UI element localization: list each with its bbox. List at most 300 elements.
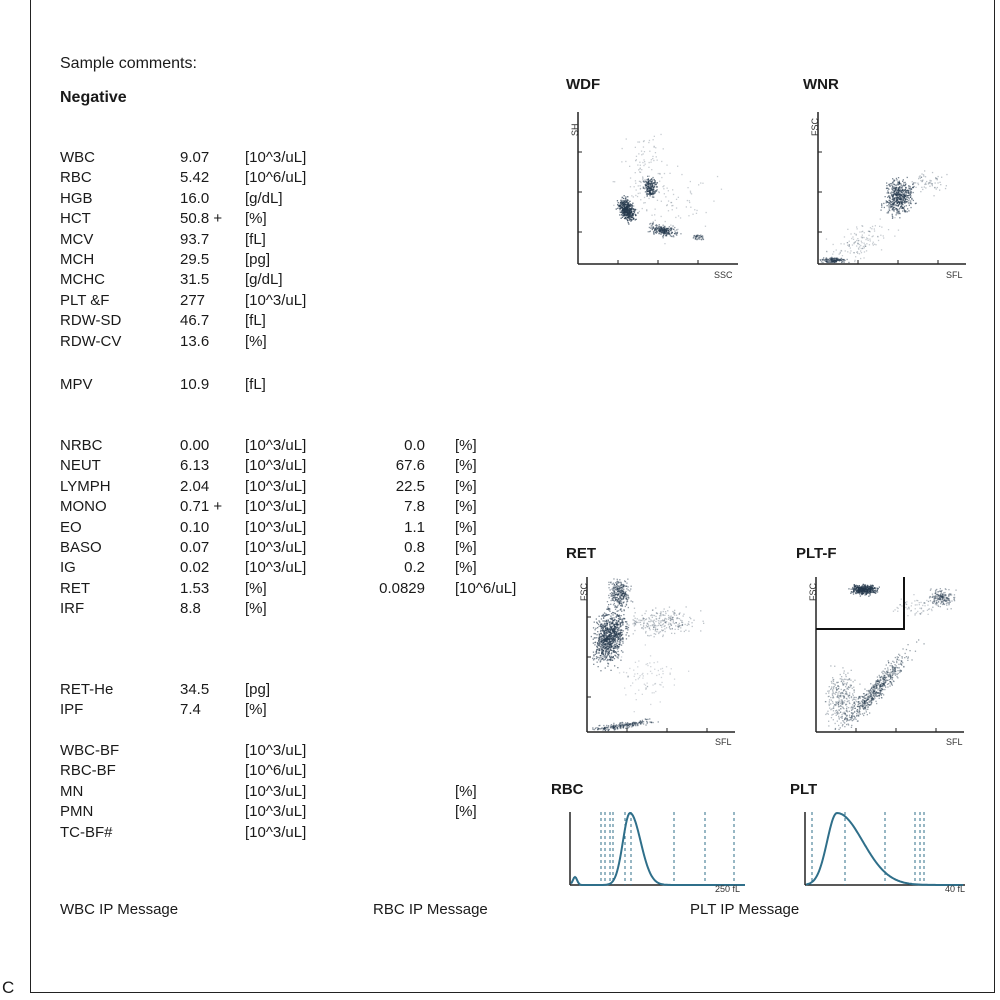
- scatter-point: [882, 677, 883, 678]
- scatter-point: [619, 579, 620, 580]
- scatter-point: [619, 600, 620, 601]
- sample-comments-label: Sample comments:: [60, 55, 197, 72]
- scatter-point: [596, 727, 597, 728]
- scatter-point: [637, 673, 638, 674]
- result-unit: [10^3/uL]: [245, 291, 307, 309]
- scatter-point: [860, 250, 861, 251]
- scatter-point: [881, 697, 882, 698]
- scatter-point: [647, 665, 648, 666]
- result-value-2: 22.5: [395, 477, 425, 495]
- result-value-2: 0.0: [404, 437, 425, 454]
- scatter-point: [692, 214, 693, 215]
- scatter-point: [891, 671, 892, 672]
- scatter-point: [662, 668, 663, 669]
- scatter-point: [664, 625, 665, 626]
- scatter-point: [849, 715, 850, 716]
- scatter-point: [866, 690, 867, 691]
- scatter-point: [949, 598, 950, 599]
- scatter-point: [899, 217, 900, 218]
- scatter-point: [614, 665, 615, 666]
- scatter-point: [852, 712, 853, 713]
- scatter-point: [662, 671, 663, 672]
- scatter-point: [627, 629, 628, 630]
- scatter-point: [647, 623, 648, 624]
- scatter-point: [658, 227, 659, 228]
- scatter-point: [935, 182, 936, 183]
- scatter-point: [604, 620, 605, 621]
- scatter-point: [833, 244, 834, 245]
- scatter-point: [609, 597, 610, 598]
- result-name: PLT &F: [60, 291, 110, 309]
- scatter-point: [933, 599, 934, 600]
- result-unit: [10^3/uL]: [245, 539, 307, 556]
- scatter-point: [607, 663, 608, 664]
- scatter-point: [706, 212, 707, 213]
- scatter-point: [901, 199, 902, 200]
- scatter-point: [619, 604, 620, 605]
- scatter-point: [635, 180, 636, 181]
- scatter-point: [654, 683, 655, 684]
- scatter-point: [911, 189, 912, 190]
- scatter-point: [595, 637, 596, 638]
- scatter-point: [603, 653, 604, 654]
- scatter-point: [627, 586, 628, 587]
- scatter-point: [881, 205, 882, 206]
- scatter-point: [635, 183, 636, 184]
- scatter-point: [612, 620, 613, 621]
- scatter-point: [861, 242, 862, 243]
- scatter-point: [897, 670, 898, 671]
- scatter-point: [700, 610, 701, 611]
- scatter-point: [640, 199, 641, 200]
- scatter-point: [862, 231, 863, 232]
- scatter-point: [879, 675, 880, 676]
- scatter-point: [892, 661, 893, 662]
- scatter-point: [659, 181, 660, 182]
- scatter-point: [897, 658, 898, 659]
- scatter-point: [872, 686, 873, 687]
- scatter-point: [615, 647, 616, 648]
- scatter-point: [876, 588, 877, 589]
- scatter-point: [619, 617, 620, 618]
- scatter-point: [599, 652, 600, 653]
- scatter-point: [623, 672, 624, 673]
- scatter-point: [897, 210, 898, 211]
- scatter-point: [650, 666, 651, 667]
- scatter-point: [894, 180, 895, 181]
- ret-points: [591, 578, 705, 731]
- scatter-point: [629, 201, 630, 202]
- scatter-point: [607, 660, 608, 661]
- scatter-point: [888, 683, 889, 684]
- scatter-point: [609, 639, 610, 640]
- scatter-point: [905, 199, 906, 200]
- scatter-point: [868, 235, 869, 236]
- scatter-point: [620, 624, 621, 625]
- scatter-point: [665, 613, 666, 614]
- scatter-point: [889, 197, 890, 198]
- scatter-point: [661, 216, 662, 217]
- scatter-point: [607, 666, 608, 667]
- scatter-point: [598, 620, 599, 621]
- scatter-point: [668, 232, 669, 233]
- pltf-x-label: SFL: [946, 737, 963, 747]
- scatter-point: [867, 714, 868, 715]
- result-name: IPF: [60, 701, 84, 719]
- scatter-point: [872, 587, 873, 588]
- scatter-point: [657, 225, 658, 226]
- scatter-point: [653, 233, 654, 234]
- scatter-point: [660, 134, 661, 135]
- scatter-point: [643, 625, 644, 626]
- result-name: IG: [60, 559, 76, 577]
- scatter-point: [678, 197, 679, 198]
- scatter-point: [862, 589, 863, 590]
- scatter-point: [933, 195, 934, 196]
- scatter-point: [637, 164, 638, 165]
- scatter-point: [654, 669, 655, 670]
- scatter-point: [669, 616, 670, 617]
- result-value: 31.5: [180, 271, 210, 289]
- result-value-2: 1.1: [404, 518, 425, 536]
- scatter-point: [877, 689, 878, 690]
- scatter-point: [869, 244, 870, 245]
- scatter-point: [847, 242, 848, 243]
- scatter-point: [625, 592, 626, 593]
- scatter-point: [849, 711, 850, 712]
- scatter-point: [639, 193, 640, 194]
- scatter-point: [663, 235, 664, 236]
- scatter-point: [593, 643, 594, 644]
- scatter-point: [616, 643, 617, 644]
- scatter-point: [898, 654, 899, 655]
- scatter-point: [867, 697, 868, 698]
- scatter-point: [623, 589, 624, 590]
- scatter-point: [867, 707, 868, 708]
- scatter-point: [892, 215, 893, 216]
- scatter-point: [596, 656, 597, 657]
- scatter-point: [934, 601, 935, 602]
- scatter-point: [610, 604, 611, 605]
- scatter-point: [870, 240, 871, 241]
- scatter-point: [851, 719, 852, 720]
- scatter-point: [649, 192, 650, 193]
- scatter-point: [658, 670, 659, 671]
- scatter-point: [612, 612, 613, 613]
- scatter-point: [907, 208, 908, 209]
- scatter-point: [624, 610, 625, 611]
- scatter-point: [857, 587, 858, 588]
- scatter-point: [910, 200, 911, 201]
- scatter-point: [908, 197, 909, 198]
- scatter-point: [893, 662, 894, 663]
- scatter-point: [613, 578, 614, 579]
- scatter-point: [640, 168, 641, 169]
- result-name: MCV: [60, 230, 94, 248]
- scatter-point: [866, 592, 867, 593]
- scatter-point: [889, 672, 890, 673]
- scatter-point: [629, 218, 630, 219]
- scatter-point: [910, 191, 911, 192]
- scatter-point: [674, 633, 675, 634]
- scatter-point: [861, 241, 862, 242]
- scatter-point: [630, 206, 631, 207]
- scatter-point: [597, 627, 598, 628]
- result-unit-2: [%]: [455, 498, 477, 516]
- scatter-point: [946, 601, 947, 602]
- scatter-point: [617, 585, 618, 586]
- wdf-title: WDF: [566, 76, 601, 93]
- scatter-point: [693, 237, 694, 238]
- scatter-point: [946, 603, 947, 604]
- scatter-point: [864, 247, 865, 248]
- scatter-point: [842, 724, 843, 725]
- scatter-point: [623, 630, 624, 631]
- scatter-point: [898, 201, 899, 202]
- scatter-point: [600, 626, 601, 627]
- scatter-point: [920, 191, 921, 192]
- scatter-point: [616, 616, 617, 617]
- scatter-point: [892, 677, 893, 678]
- scatter-point: [661, 682, 662, 683]
- scatter-point: [676, 622, 677, 623]
- scatter-point: [910, 202, 911, 203]
- scatter-point: [907, 658, 908, 659]
- scatter-point: [868, 588, 869, 589]
- result-name: TC-BF#: [60, 823, 113, 841]
- scatter-point: [608, 730, 609, 731]
- scatter-point: [622, 652, 623, 653]
- scatter-point: [617, 651, 618, 652]
- scatter-point: [614, 181, 615, 182]
- scatter-point: [654, 636, 655, 637]
- wdf-scattergram: [570, 112, 738, 287]
- scatter-point: [863, 715, 864, 716]
- scatter-point: [868, 592, 869, 593]
- scatter-point: [860, 587, 861, 588]
- scatter-point: [642, 176, 643, 177]
- scatter-point: [907, 644, 908, 645]
- comment-value: Negative: [60, 89, 127, 106]
- scatter-point: [932, 185, 933, 186]
- scatter-point: [697, 238, 698, 239]
- scatter-point: [903, 193, 904, 194]
- scatter-point: [872, 592, 873, 593]
- scatter-point: [600, 655, 601, 656]
- scatter-point: [859, 708, 860, 709]
- scatter-point: [889, 207, 890, 208]
- scatter-point: [901, 670, 902, 671]
- scatter-point: [621, 582, 622, 583]
- scatter-point: [645, 202, 646, 203]
- scatter-point: [886, 185, 887, 186]
- scatter-point: [604, 646, 605, 647]
- scatter-point: [932, 172, 933, 173]
- scatter-point: [669, 226, 670, 227]
- scatter-point: [871, 696, 872, 697]
- scatter-point: [643, 188, 644, 189]
- scatter-point: [622, 148, 623, 149]
- scatter-point: [885, 668, 886, 669]
- result-value: 5.42: [180, 169, 210, 187]
- scatter-point: [935, 590, 936, 591]
- scatter-point: [866, 250, 867, 251]
- scatter-point: [614, 603, 615, 604]
- scatter-point: [875, 701, 876, 702]
- scatter-point: [861, 252, 862, 253]
- scatter-point: [637, 666, 638, 667]
- scatter-point: [893, 199, 894, 200]
- scatter-point: [864, 584, 865, 585]
- scatter-point: [603, 659, 604, 660]
- scatter-point: [936, 604, 937, 605]
- scatter-point: [851, 712, 852, 713]
- scatter-point: [859, 231, 860, 232]
- scatter-point: [652, 722, 653, 723]
- scatter-point: [621, 599, 622, 600]
- scatter-point: [935, 177, 936, 178]
- scatter-point: [668, 190, 669, 191]
- scatter-point: [877, 692, 878, 693]
- result-name: MONO: [60, 498, 107, 516]
- scatter-point: [856, 589, 857, 590]
- scatter-point: [847, 229, 848, 230]
- scatter-point: [881, 227, 882, 228]
- scatter-point: [593, 654, 594, 655]
- scatter-point: [633, 725, 634, 726]
- scatter-point: [660, 622, 661, 623]
- scatter-point: [599, 622, 600, 623]
- scatter-point: [932, 594, 933, 595]
- scatter-point: [864, 244, 865, 245]
- scatter-point: [703, 623, 704, 624]
- scatter-point: [836, 249, 837, 250]
- scatter-point: [929, 182, 930, 183]
- scatter-point: [617, 579, 618, 580]
- result-name: RET-He: [60, 681, 114, 698]
- result-unit: [10^3/uL]: [245, 437, 307, 454]
- scatter-point: [656, 182, 657, 183]
- scatter-point: [891, 188, 892, 189]
- scatter-point: [670, 230, 671, 231]
- scatter-point: [868, 690, 869, 691]
- scatter-point: [894, 191, 895, 192]
- result-name: RDW-CV: [60, 332, 122, 350]
- scatter-point: [689, 202, 690, 203]
- scatter-point: [650, 162, 651, 163]
- scatter-point: [631, 726, 632, 727]
- scatter-point: [882, 689, 883, 690]
- scatter-point: [653, 190, 654, 191]
- scatter-point: [827, 262, 828, 263]
- scatter-point: [612, 657, 613, 658]
- scatter-point: [594, 633, 595, 634]
- scatter-point: [636, 209, 637, 210]
- scatter-point: [599, 728, 600, 729]
- scatter-point: [626, 588, 627, 589]
- scatter-point: [659, 231, 660, 232]
- scatter-point: [864, 700, 865, 701]
- scatter-point: [895, 208, 896, 209]
- scatter-point: [609, 624, 610, 625]
- scatter-point: [864, 243, 865, 244]
- scatter-point: [879, 681, 880, 682]
- scatter-point: [618, 592, 619, 593]
- scatter-point: [918, 178, 919, 179]
- scatter-point: [617, 641, 618, 642]
- scatter-point: [617, 728, 618, 729]
- scatter-point: [888, 676, 889, 677]
- scatter-point: [642, 162, 643, 163]
- scatter-point: [862, 235, 863, 236]
- scatter-point: [614, 729, 615, 730]
- scatter-point: [860, 258, 861, 259]
- scatter-point: [652, 223, 653, 224]
- scatter-point: [676, 234, 677, 235]
- scatter-point: [657, 200, 658, 201]
- scatter-point: [626, 725, 627, 726]
- scatter-point: [878, 688, 879, 689]
- scatter-point: [633, 213, 634, 214]
- scatter-point: [645, 164, 646, 165]
- scatter-point: [624, 594, 625, 595]
- scatter-point: [610, 616, 611, 617]
- scatter-point: [642, 208, 643, 209]
- scatter-point: [609, 655, 610, 656]
- scatter-point: [635, 679, 636, 680]
- scatter-point: [616, 597, 617, 598]
- scatter-point: [918, 184, 919, 185]
- scatter-point: [859, 713, 860, 714]
- scatter-point: [653, 222, 654, 223]
- scatter-point: [859, 707, 860, 708]
- scatter-point: [866, 711, 867, 712]
- scatter-point: [591, 636, 592, 637]
- scatter-point: [615, 628, 616, 629]
- scatter-point: [693, 620, 694, 621]
- scatter-point: [930, 590, 931, 591]
- scatter-point: [887, 667, 888, 668]
- scatter-point: [876, 703, 877, 704]
- scatter-point: [610, 649, 611, 650]
- scatter-point: [826, 251, 827, 252]
- scatter-point: [613, 656, 614, 657]
- scatter-point: [894, 664, 895, 665]
- scatter-point: [857, 711, 858, 712]
- scatter-point: [614, 595, 615, 596]
- scatter-point: [698, 184, 699, 185]
- result-unit-2: [%]: [455, 477, 477, 495]
- scatter-point: [669, 173, 670, 174]
- scatter-point: [610, 657, 611, 658]
- result-unit: [10^3/uL]: [245, 477, 307, 495]
- scatter-point: [613, 724, 614, 725]
- scatter-point: [897, 195, 898, 196]
- scatter-point: [651, 189, 652, 190]
- scatter-point: [873, 242, 874, 243]
- scatter-point: [858, 698, 859, 699]
- scatter-point: [627, 623, 628, 624]
- scatter-point: [696, 210, 697, 211]
- scatter-point: [611, 639, 612, 640]
- result-name: RDW-SD: [60, 312, 122, 330]
- scatter-point: [899, 672, 900, 673]
- scatter-point: [604, 624, 605, 625]
- scatter-point: [596, 622, 597, 623]
- scatter-point: [888, 184, 889, 185]
- scatter-point: [894, 217, 895, 218]
- scatter-point: [640, 185, 641, 186]
